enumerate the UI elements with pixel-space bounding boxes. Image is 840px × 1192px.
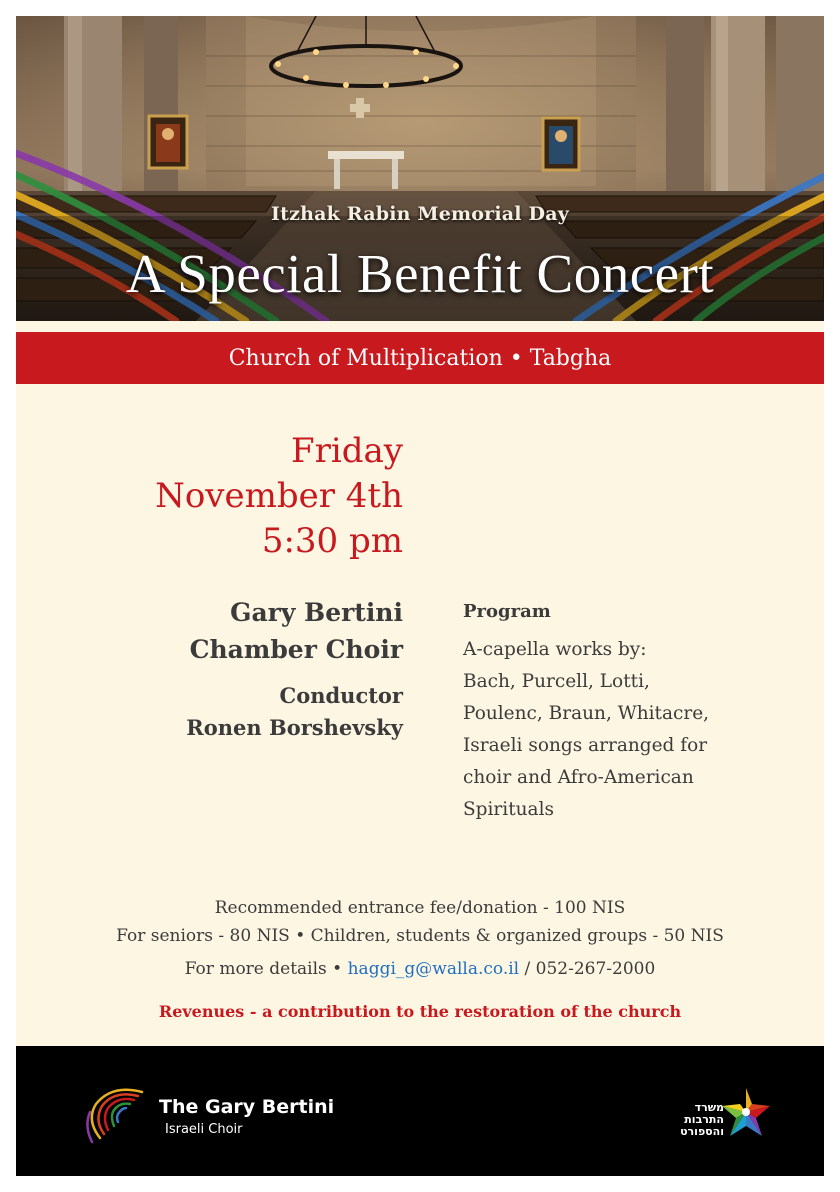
conductor-name: Ronen Borshevsky	[186, 715, 403, 740]
event-time: 5:30 pm	[261, 521, 403, 561]
contact-email-link[interactable]: haggi_g@walla.co.il	[347, 959, 520, 979]
program-line: Israeli songs arranged for	[463, 735, 708, 756]
venue-text: Church of Multiplication • Tabgha	[228, 345, 612, 371]
program-line: choir and Afro-American	[463, 767, 694, 788]
event-date	[155, 429, 403, 564]
program-line: Bach, Purcell, Lotti,	[463, 671, 650, 692]
event-day: Friday	[291, 431, 403, 471]
ministry-line: משרד	[694, 1101, 724, 1114]
footer	[16, 1046, 824, 1176]
conductor-block	[186, 680, 403, 744]
choir-logo-name: The Gary Bertini	[159, 1096, 335, 1118]
colorful-star-logo-icon	[720, 1086, 772, 1138]
revenues-note: Revenues - a contribution to the restoration of the church	[158, 1002, 682, 1021]
choir-logo-subtitle: Israeli Choir	[165, 1122, 243, 1137]
contact-prefix: For more details •	[184, 959, 348, 979]
choir-name	[190, 594, 403, 668]
program-line: Spirituals	[463, 799, 554, 820]
concert-title: A Special Benefit Concert	[125, 243, 715, 304]
fee-discounts: For seniors - 80 NIS • Children, students & organized groups - 50 NIS	[116, 926, 724, 946]
choir-name-line1: Gary Bertini	[230, 598, 403, 627]
program-line: Poulenc, Braun, Whitacre,	[463, 703, 710, 724]
program-line: A-capella works by:	[463, 639, 647, 660]
hero-photo	[16, 16, 824, 321]
contact-line	[16, 955, 824, 983]
memorial-day-subtitle: Itzhak Rabin Memorial Day	[271, 203, 569, 225]
ministry-text	[666, 1102, 724, 1138]
swirl-face-logo-icon	[82, 1086, 156, 1146]
venue-band	[16, 332, 824, 384]
program-heading: Program	[463, 601, 551, 622]
poster	[16, 16, 824, 1176]
contact-phone: / 052-267-2000	[519, 959, 656, 979]
fee-recommended: Recommended entrance fee/donation - 100 NIS	[214, 898, 626, 918]
conductor-label: Conductor	[279, 683, 403, 708]
program-block	[463, 600, 803, 826]
ministry-line: התרבות	[684, 1113, 724, 1126]
ministry-line: והספורט	[680, 1125, 724, 1138]
fees-block	[16, 894, 824, 950]
event-date-text: November 4th	[155, 476, 403, 516]
choir-name-line2: Chamber Choir	[189, 635, 403, 664]
